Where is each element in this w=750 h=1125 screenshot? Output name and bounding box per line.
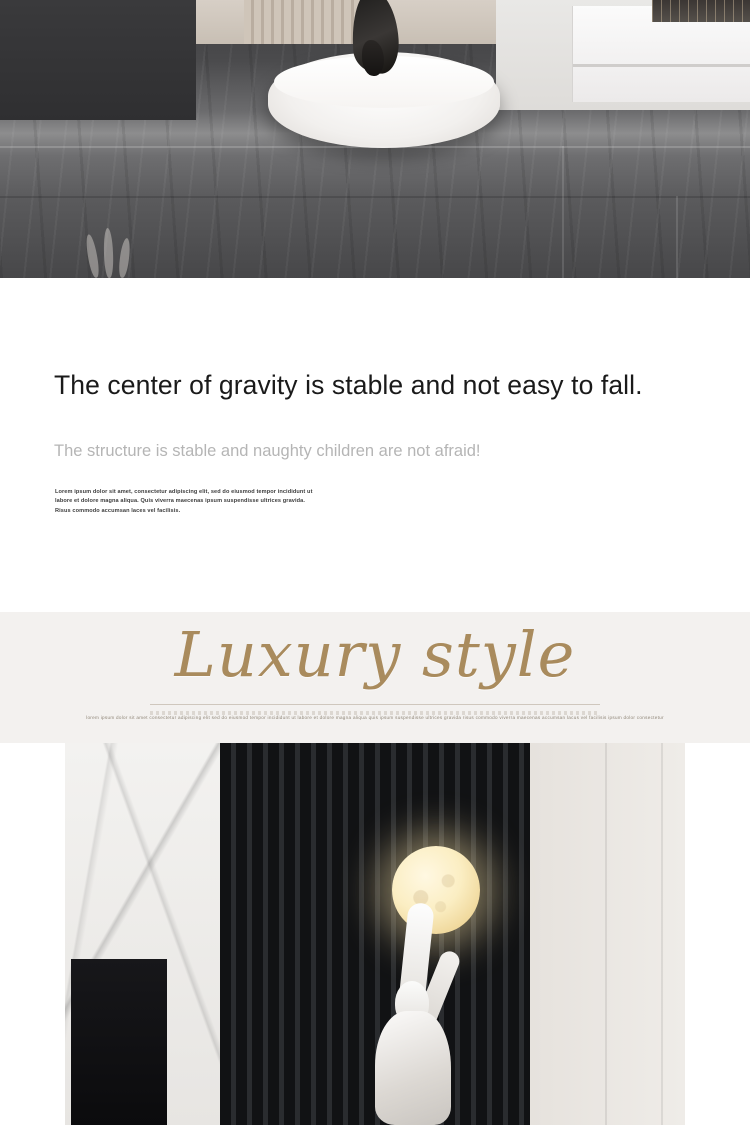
headline: The center of gravity is stable and not easy to fall. — [54, 370, 643, 400]
figure-body — [375, 1011, 451, 1125]
slat-wall-strip — [244, 0, 362, 44]
moon-lamp-image — [65, 743, 685, 1125]
reflection-plant — [80, 228, 160, 278]
shelf-lines — [652, 0, 750, 22]
dark-shelf — [652, 0, 750, 22]
right-wall-seam-1 — [605, 743, 607, 1125]
figure-sculpture — [355, 903, 475, 1125]
luxury-banner — [0, 612, 750, 743]
floor-seam-horizontal-1 — [0, 146, 750, 148]
right-wall-seam-2 — [661, 743, 663, 1125]
microcopy-paragraph: Lorem ipsum dolor sit amet, consectetur adipiscing elit, sed do eiusmod tempor incididunt ut labore et dolore magna aliqua. Quis viverra maecenas ipsum suspendisse ultrices gravida. Risus commodo accumsan laces vel facilisis. — [55, 489, 313, 514]
banner-caption: lorem ipsum dolor sit amet consectetur adipiscing elit sed do eiusmod tempor incididunt ut labore et dolore magna aliqua quis ipsum suspendisse ultrices gravida risus commodo viverra maecenas accumsan lacus vel facilisis ipsum dolor consectetur — [86, 715, 664, 720]
hero-image — [0, 0, 750, 278]
floor-seam-vertical-2 — [676, 196, 678, 278]
banner-divider-line — [150, 704, 600, 705]
banner-script-title: Luxury style — [174, 618, 576, 691]
copy-section — [0, 278, 750, 612]
wall-left — [0, 0, 196, 120]
photo-section — [0, 743, 750, 1125]
black-cabinet — [71, 959, 167, 1125]
subheadline: The structure is stable and naughty children are not afraid! — [54, 442, 481, 460]
floor-seam-vertical-1 — [562, 146, 564, 278]
floor-seam-horizontal-2 — [0, 196, 750, 198]
